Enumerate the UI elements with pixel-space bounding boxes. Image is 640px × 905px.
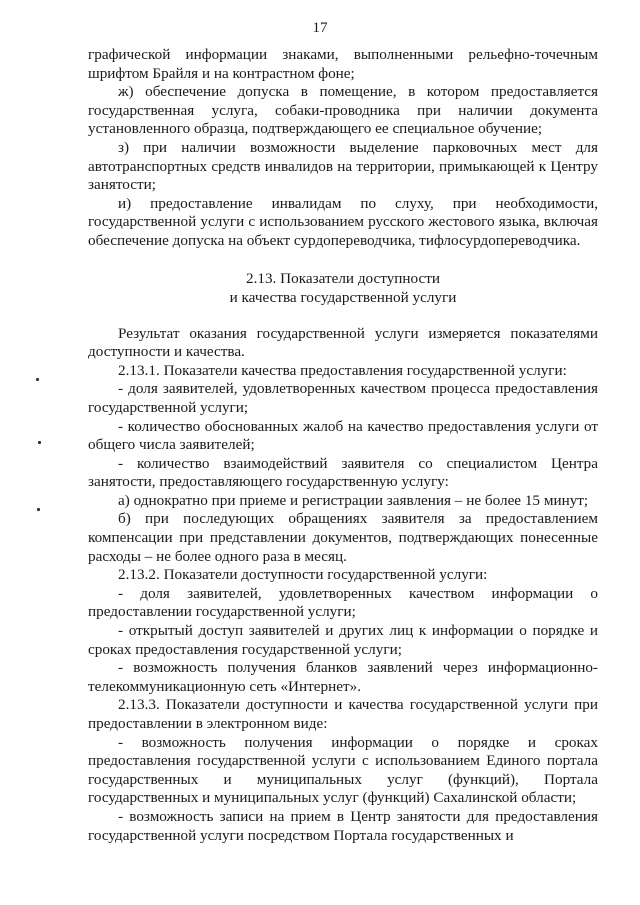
paragraph-2-13-3: 2.13.3. Показатели доступности и качества государственной услуги при предоставлении в электронном виде: — [88, 696, 598, 732]
section-heading-line2: и качества государственной услуги — [229, 288, 457, 306]
margin-mark — [36, 378, 39, 381]
section-heading-line1: 2.13. Показатели доступности — [245, 269, 441, 287]
margin-mark — [37, 508, 40, 511]
list-item: - возможность получения бланков заявлений через информационно-телекоммуникационную сеть «Интернет». — [88, 659, 598, 695]
list-item: - количество обоснованных жалоб на качество предоставления услуги от общего числа заявителей; — [88, 417, 598, 454]
list-item: - открытый доступ заявителей и других лиц к информации о порядке и сроках предоставления государственной услуги; — [88, 622, 598, 658]
list-item: - доля заявителей, удовлетворенных качеством процесса предоставления государственной услуги; — [88, 380, 598, 416]
page-number: 17 — [312, 20, 328, 36]
list-item: - количество взаимодействий заявителя со специалистом Центра занятости, предоставляющего государственную услугу: — [88, 454, 598, 491]
list-item: а) однократно при приеме и регистрации заявления – не более 15 минут; — [118, 491, 589, 509]
list-item: б) при последующих обращениях заявителя за предоставлением компенсации при представлении документов, подтверждающих понесенные расходы – не более одного раза в месяц. — [88, 510, 598, 565]
paragraph-item-zh: ж) обеспечение допуска в помещение, в котором предоставляется государственная услуга, собаки-проводника при наличии документа установленного образца, подтверждающего ее специальное обучение; — [88, 83, 598, 138]
paragraph-2-13-2: 2.13.2. Показатели доступности государственной услуги: — [118, 566, 488, 584]
document-body — [88, 46, 598, 845]
paragraph-item-z: з) при наличии возможности выделение парковочных мест для автотранспортных средств инвалидов на территории, примыкающей к Центру занятости; — [88, 138, 598, 194]
blocks-before — [88, 46, 598, 251]
paragraph-braille: графической информации знаками, выполненными рельефно-точечным шрифтом Брайля и на контрастном фоне; — [88, 46, 598, 82]
margin-mark — [38, 441, 41, 444]
section-heading — [88, 269, 598, 307]
paragraph-2-13-1: 2.13.1. Показатели качества предоставления государственной услуги: — [118, 361, 567, 379]
list-item: - доля заявителей, удовлетворенных качеством информации о предоставлении государственной услуги; — [88, 584, 598, 621]
blocks-after — [88, 325, 598, 846]
list-item: - возможность записи на прием в Центр занятости для предоставления государственной услуги посредством Портала государственных и — [88, 807, 598, 844]
paragraph-intro: Результат оказания государственной услуги измеряется показателями доступности и качества. — [88, 324, 598, 361]
list-item: - возможность получения информации о порядке и сроках предоставления государственной услуги с использованием Единого портала государственных и муниципальных услуг (функций), Портала государственных и муниципальных услуг (функций) Сахалинской области; — [88, 733, 598, 807]
paragraph-item-i: и) предоставление инвалидам по слуху, при необходимости, государственной услуги с использованием русского жестового языка, включая обеспечение допуска на объект сурдопереводчика, тифлосурдопереводчика. — [88, 194, 598, 249]
